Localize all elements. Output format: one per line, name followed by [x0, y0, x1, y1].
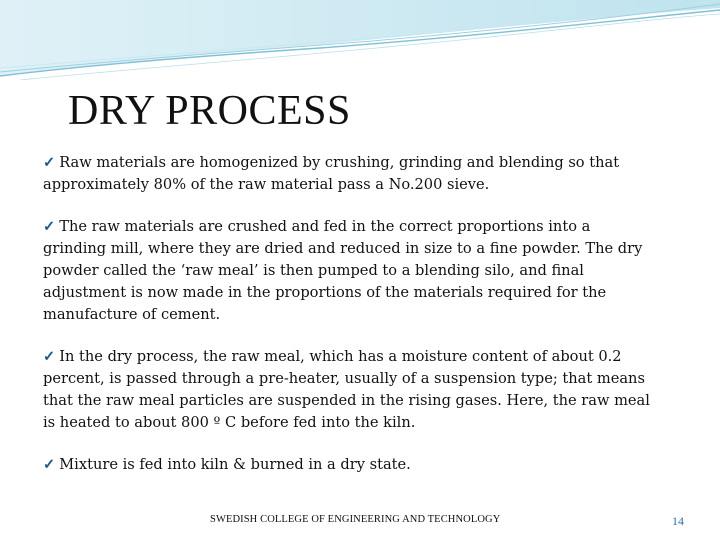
footer-institution: SWEDISH COLLEGE OF ENGINEERING AND TECHNOLOGY [210, 514, 501, 525]
bullet-item [43, 152, 653, 196]
bullet-text: Raw materials are homogenized by crushing, grinding and blending so that approximately 80% of the raw material pass a No.200 sieve. [43, 154, 620, 193]
bullet-text: Mixture is fed into kiln & burned in a dry state. [59, 456, 411, 473]
check-icon: ✓ [43, 456, 56, 473]
header-wave-decoration [0, 0, 720, 80]
bullet-text: The raw materials are crushed and fed in the correct proportions into a grinding mill, where they are dried and reduced in size to a fine powder. The dry powder called the ‘raw meal’ is then pumped to a blending silo, and final adjustment is now made in the proportions of the materials required for the manufacture of cement. [43, 218, 643, 323]
bullet-text: In the dry process, the raw meal, which has a moisture content of about 0.2 percent, is passed through a pre-heater, usually of a suspension type; that means that the raw meal particles are suspended in the rising gases. Here, the raw meal is heated to about 800 º C before fed into the kiln. [43, 348, 650, 431]
slide-number: 14 [672, 514, 684, 528]
slide-title: DRY PROCESS [68, 88, 351, 134]
check-icon: ✓ [43, 348, 56, 365]
bullet-item [43, 454, 653, 476]
bullet-item [43, 346, 653, 434]
check-icon: ✓ [43, 218, 56, 235]
bullet-list [43, 152, 653, 476]
bullet-item [43, 216, 653, 326]
check-icon: ✓ [43, 154, 56, 171]
